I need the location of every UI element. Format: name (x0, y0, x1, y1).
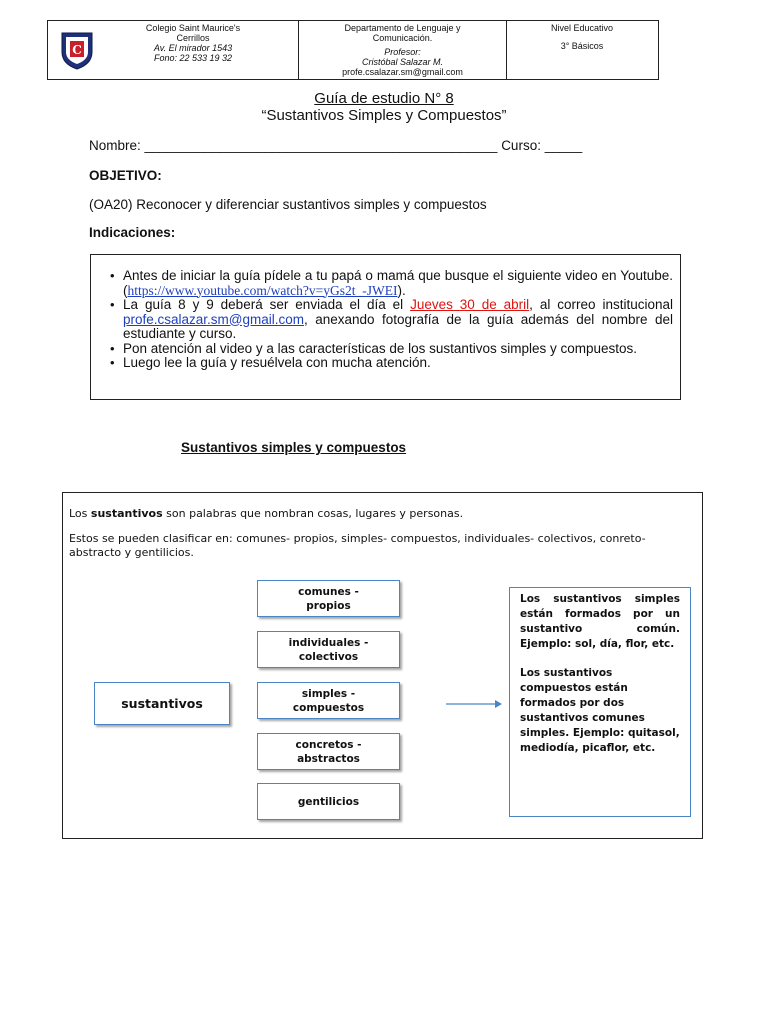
bullet-icon: • (110, 340, 115, 356)
department-name-cont: Comunicación. (372, 33, 433, 43)
list-item (110, 355, 673, 371)
category-line: comunes - (298, 585, 359, 598)
instruction-text: Pon atención al video y a las características de los sustantivos simples y compuestos. (123, 340, 637, 356)
category-box (257, 631, 400, 668)
teacher-email[interactable]: profe.csalazar.sm@gmail.com (342, 67, 463, 77)
bullet-icon: • (110, 268, 115, 283)
explanation-box (509, 587, 691, 817)
department-name: Departamento de Lenguaje y (344, 23, 461, 33)
guide-title: Guía de estudio N° 8 (314, 90, 454, 107)
category-box (257, 682, 400, 719)
bullet-icon: • (110, 355, 115, 370)
category-box (257, 580, 400, 617)
instruction-text: Luego lee la guía y resuélvela con mucha atención. (123, 355, 431, 370)
category-box (257, 733, 400, 770)
instruction-text: Antes de iniciar la guía pídele a tu papá o mamá que busque el siguiente video en Youtube. ( (123, 268, 673, 298)
list-item (110, 268, 673, 298)
level-info (508, 23, 656, 51)
category-line: compuestos (292, 701, 365, 714)
school-info (108, 23, 278, 63)
intro-text: son palabras que nombran cosas, lugares y personas. (162, 507, 464, 520)
instruction-text: , anexando fotografía de la guía además del nombre del estudiante y curso. (123, 311, 673, 341)
guide-subtitle: “Sustantivos Simples y Compuestos” (261, 107, 507, 124)
department-info (300, 23, 505, 77)
objective-text: (OA20) Reconocer y diferenciar sustantivos simples y compuestos (89, 197, 487, 212)
category-line: gentilicios (297, 795, 360, 808)
video-link[interactable]: https://www.youtube.com/watch?v=yGs2t_-JWEI (127, 282, 398, 298)
category-line: propios (306, 599, 351, 612)
arrow-right-icon (445, 698, 503, 710)
course-blank[interactable]: _____ (544, 138, 583, 153)
objective-heading: OBJETIVO: (89, 168, 162, 183)
noun-diagram (62, 492, 703, 839)
school-crest-logo (60, 30, 94, 70)
header-table (47, 20, 659, 80)
diagram-intro (69, 507, 463, 521)
instructions-box (90, 254, 681, 400)
course-label: Curso: (501, 138, 541, 153)
name-label: Nombre: (89, 138, 141, 153)
instructions-list (110, 268, 673, 371)
level-label: Nivel Educativo (550, 23, 614, 33)
category-line: concretos - (295, 738, 362, 751)
level-value: 3° Básicos (560, 41, 604, 51)
school-phone: Fono: 22 533 19 32 (153, 53, 233, 63)
category-line: individuales - (288, 636, 369, 649)
instruction-text: ). (397, 282, 406, 298)
list-item (110, 297, 673, 342)
explanation-compound: Los sustantivos compuestos están formados por dos sustantivos comunes simples. Ejemplo: quitasol, mediodía, picaflor, etc. (520, 667, 680, 754)
header-divider (298, 21, 299, 79)
school-name: Colegio Saint Maurice's (145, 23, 241, 33)
name-course-line (89, 138, 582, 153)
category-line: simples - (301, 687, 356, 700)
category-line: colectivos (298, 650, 359, 663)
section-title: Sustantivos simples y compuestos (181, 440, 407, 455)
svg-text:C: C (72, 43, 82, 57)
category-line: abstractos (297, 752, 360, 765)
instruction-text: La guía 8 y 9 deberá ser enviada el día el (123, 297, 411, 312)
explanation-simple: Los sustantivos simples están formados por un sustantivo común. Ejemplo: sol, día, flor, etc. (520, 593, 680, 650)
name-blank[interactable]: _______________________________________________ (144, 138, 498, 153)
diagram-classify: Estos se pueden clasificar en: comunes- propios, simples- compuestos, individuales- colectivos, conreto- abstracto y gentilicios. (69, 532, 646, 559)
category-box (257, 783, 400, 820)
school-commune: Cerrillos (176, 33, 210, 43)
intro-text: Los (69, 507, 91, 520)
list-item (110, 340, 673, 357)
instructions-heading: Indicaciones: (89, 225, 176, 240)
school-address: Av. El mirador 1543 (153, 43, 233, 53)
teacher-name: Cristóbal Salazar M. (361, 57, 444, 67)
header-divider (506, 21, 507, 79)
email-link[interactable]: profe.csalazar.sm@gmail.com (123, 311, 305, 327)
root-box: sustantivos (94, 682, 230, 725)
due-date: Jueves 30 de abril (410, 297, 530, 312)
intro-bold: sustantivos (90, 507, 163, 520)
bullet-icon: • (110, 297, 115, 312)
teacher-label: Profesor: (384, 47, 421, 57)
instruction-text: , al correo institucional (529, 297, 673, 312)
